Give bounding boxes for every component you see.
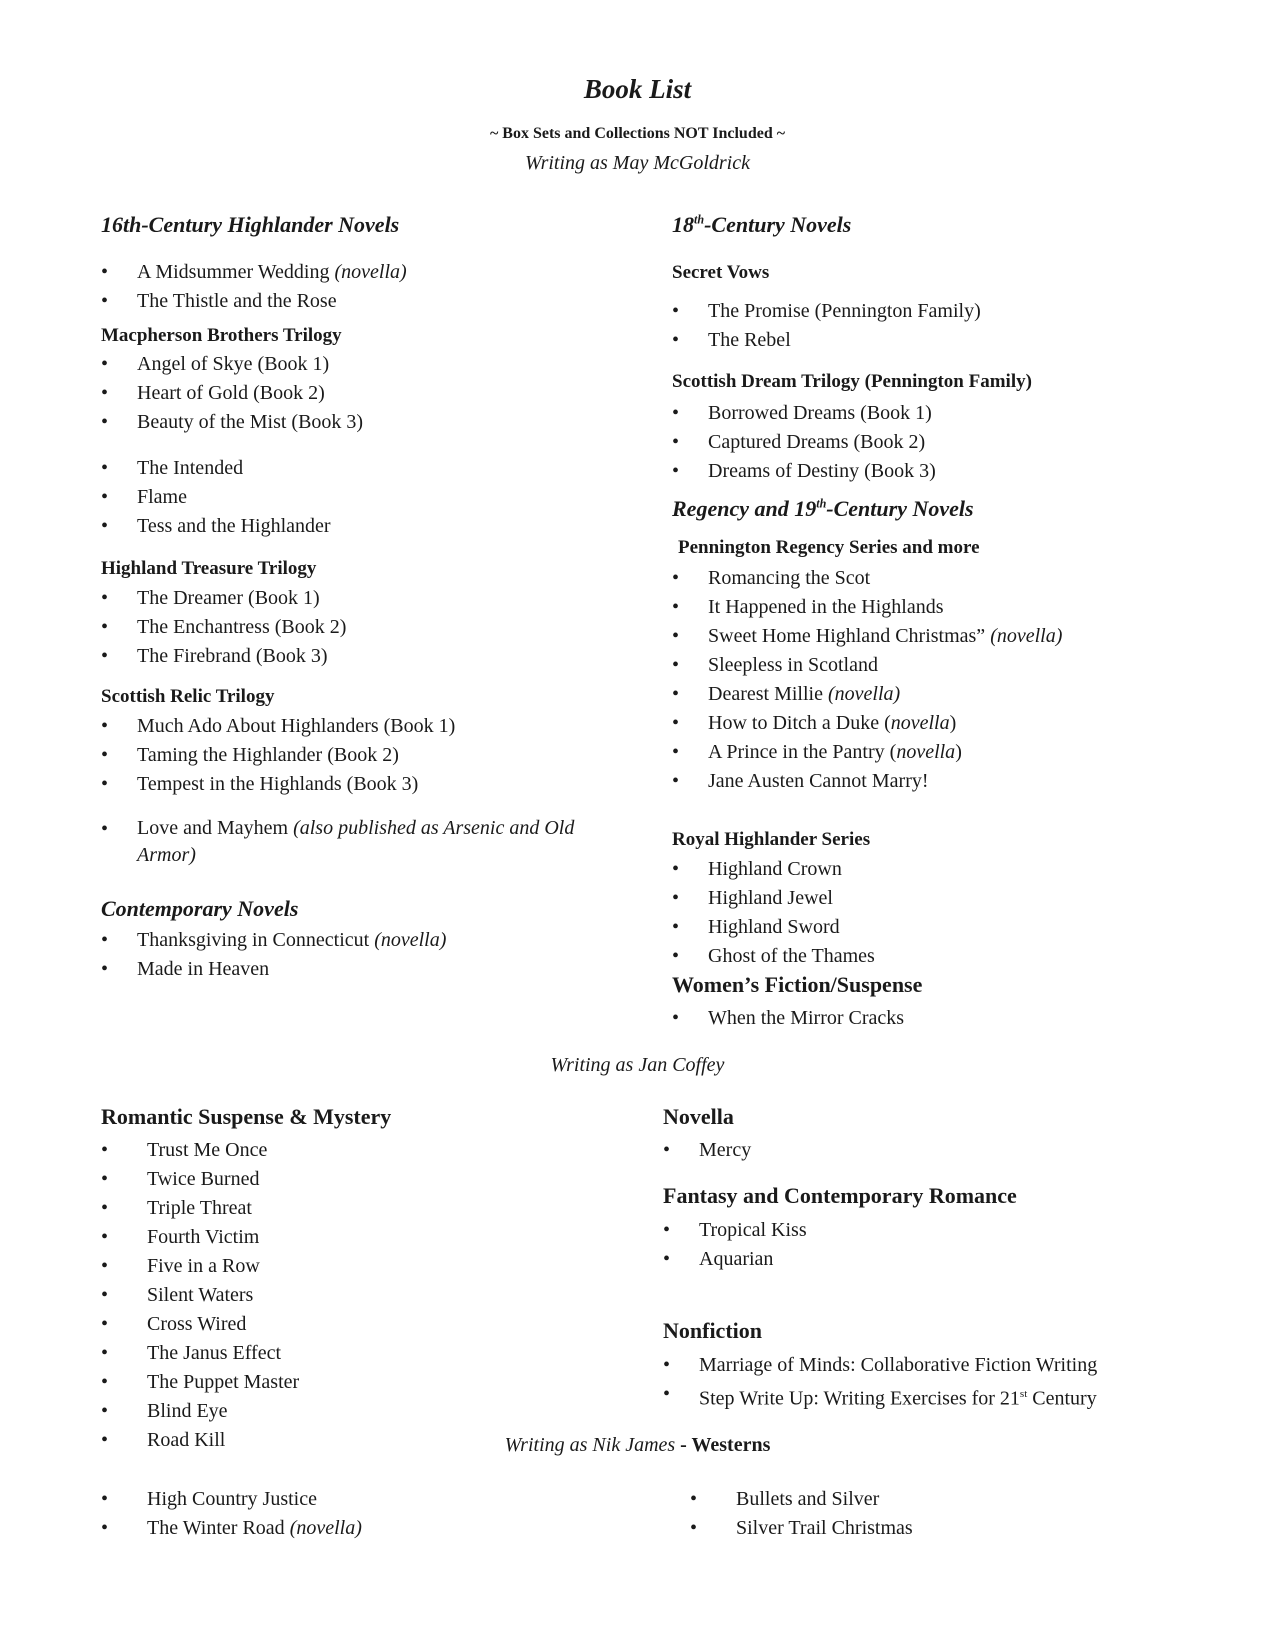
book-title: Five in a Row xyxy=(147,1255,260,1277)
heading-womens-fiction: Women’s Fiction/Suspense xyxy=(672,972,923,997)
list-item xyxy=(672,399,1252,428)
list-item xyxy=(101,955,591,984)
bullet-icon: • xyxy=(101,1226,109,1248)
book-title: Aquarian xyxy=(699,1248,774,1270)
book-title: Silent Waters xyxy=(147,1284,254,1306)
book-title: The Thistle and the Rose xyxy=(137,290,337,312)
list-item xyxy=(672,622,1252,651)
book-title: The Intended xyxy=(137,457,244,479)
bullet-icon: • xyxy=(690,1517,698,1539)
list-item xyxy=(101,584,591,613)
bullet-icon: • xyxy=(101,1429,109,1451)
book-title: Much Ado About Highlanders (Book 1) xyxy=(137,715,456,737)
separator: - xyxy=(675,1434,692,1456)
list-novella xyxy=(663,1136,1243,1165)
list-item xyxy=(101,613,591,642)
list-item xyxy=(672,767,1252,796)
heading-secret-vows: Secret Vows xyxy=(672,262,770,283)
list-item xyxy=(672,1004,1252,1033)
list-item xyxy=(101,287,591,316)
list-item xyxy=(672,855,1252,884)
book-title: Flame xyxy=(137,486,187,508)
bullet-icon: • xyxy=(672,329,680,351)
bullet-icon: • xyxy=(101,715,109,737)
heading-treasure: Highland Treasure Trilogy xyxy=(101,558,317,579)
bullet-icon: • xyxy=(101,515,109,537)
heading-royal-highlander: Royal Highlander Series xyxy=(672,829,871,850)
bullet-icon: • xyxy=(101,1197,109,1219)
book-title: The Dreamer (Book 1) xyxy=(137,587,320,609)
book-title: Beauty of the Mist (Book 3) xyxy=(137,411,364,433)
genre-label: Westerns xyxy=(691,1434,771,1456)
book-title: Romancing the Scot xyxy=(708,567,871,589)
list-item xyxy=(101,1310,621,1339)
bullet-icon: • xyxy=(672,916,680,938)
book-title: Bullets and Silver xyxy=(736,1488,880,1510)
list-westerns-left xyxy=(101,1485,621,1543)
title-part: Step Write Up: Writing Exercises for 21 xyxy=(699,1387,1020,1410)
list-item xyxy=(101,258,591,287)
bullet-icon: • xyxy=(672,858,680,880)
list-item xyxy=(672,593,1252,622)
list-item xyxy=(101,1194,621,1223)
bullet-icon: • xyxy=(101,744,109,766)
book-title: Angel of Skye (Book 1) xyxy=(137,353,330,375)
book-title: When the Mirror Cracks xyxy=(708,1007,905,1029)
list-item xyxy=(101,1339,621,1368)
bullet-icon: • xyxy=(101,1400,109,1422)
bullet-icon: • xyxy=(101,587,109,609)
heading-part: -Century Novels xyxy=(826,496,974,521)
pen-name-mcgoldrick: Writing as May McGoldrick xyxy=(525,152,750,174)
bullet-icon: • xyxy=(101,261,109,283)
book-note: (also published as Arsenic and Old Armor) xyxy=(137,817,575,866)
paren: ) xyxy=(955,741,962,763)
bullet-icon: • xyxy=(672,567,680,589)
list-item xyxy=(101,379,591,408)
heading-relic: Scottish Relic Trilogy xyxy=(101,686,275,707)
novella-note: (novella) xyxy=(334,261,407,283)
list-item xyxy=(663,1380,1253,1409)
book-title: Taming the Highlander (Book 2) xyxy=(137,744,399,766)
heading-macpherson: Macpherson Brothers Trilogy xyxy=(101,325,342,346)
bullet-icon: • xyxy=(101,290,109,312)
bullet-icon: • xyxy=(101,486,109,508)
novella-note: novella xyxy=(896,741,956,763)
book-title: Fourth Victim xyxy=(147,1226,260,1248)
bullet-icon: • xyxy=(101,1313,109,1335)
list-item xyxy=(101,512,591,541)
book-title: A Prince in the Pantry xyxy=(708,741,885,763)
list-item xyxy=(672,913,1252,942)
bullet-icon: • xyxy=(101,411,109,433)
list-item xyxy=(672,457,1252,486)
pen-name-nik-james xyxy=(0,1434,1275,1457)
book-title: Silver Trail Christmas xyxy=(736,1517,913,1539)
book-title: Ghost of the Thames xyxy=(708,945,875,967)
book-title: Trust Me Once xyxy=(147,1139,268,1161)
list-item xyxy=(672,942,1252,971)
list-womens-fiction xyxy=(672,1004,1252,1033)
heading-sup: th xyxy=(816,496,827,511)
list-item xyxy=(663,1136,1243,1165)
list-item xyxy=(101,1136,621,1165)
list-love-mayhem xyxy=(101,815,621,871)
book-title: Dreams of Destiny (Book 3) xyxy=(708,460,936,482)
book-title: Twice Burned xyxy=(147,1168,260,1190)
bullet-icon: • xyxy=(101,1342,109,1364)
book-title: A Midsummer Wedding xyxy=(137,261,330,283)
list-item xyxy=(663,1216,1243,1245)
paren: ( xyxy=(889,741,897,763)
title-sup: st xyxy=(1019,1388,1028,1400)
bullet-icon: • xyxy=(101,1284,109,1306)
heading-part: 18 xyxy=(672,212,694,237)
pen-name: Writing as Nik James xyxy=(504,1434,676,1456)
book-title: Captured Dreams (Book 2) xyxy=(708,431,926,453)
list-item xyxy=(690,1485,1210,1514)
list-dream-trilogy xyxy=(672,399,1252,486)
bullet-icon: • xyxy=(672,683,680,705)
bullet-icon: • xyxy=(101,929,109,951)
bullet-icon: • xyxy=(672,460,680,482)
list-item xyxy=(101,1397,621,1426)
heading-romantic-suspense: Romantic Suspense & Mystery xyxy=(101,1104,392,1129)
bullet-icon: • xyxy=(101,958,109,980)
list-secret-vows xyxy=(672,297,1252,355)
section-regency xyxy=(672,496,974,522)
bullet-icon: • xyxy=(672,741,680,763)
list-item xyxy=(672,651,1252,680)
book-title: The Winter Road xyxy=(147,1517,285,1539)
book-title: Cross Wired xyxy=(147,1313,247,1335)
bullet-icon: • xyxy=(101,1139,109,1161)
book-title: The Rebel xyxy=(708,329,791,351)
book-title: Jane Austen Cannot Marry! xyxy=(708,770,929,792)
novella-note: (novella) xyxy=(827,683,901,705)
book-title: Borrowed Dreams (Book 1) xyxy=(708,402,932,424)
bullet-icon: • xyxy=(672,1007,680,1029)
list-item xyxy=(101,926,591,955)
bullet-icon: • xyxy=(101,773,109,795)
list-item xyxy=(672,428,1252,457)
bullet-icon: • xyxy=(101,457,109,479)
book-title: Highland Crown xyxy=(708,858,842,880)
list-16th-century xyxy=(101,258,591,316)
book-title: Tropical Kiss xyxy=(699,1219,807,1241)
book-title: The Firebrand (Book 3) xyxy=(137,645,328,667)
list-item xyxy=(101,741,591,770)
section-contemporary: Contemporary Novels xyxy=(101,896,299,921)
paren: ) xyxy=(949,712,957,734)
bullet-icon: • xyxy=(101,1488,109,1510)
list-item xyxy=(101,770,591,799)
list-fantasy-romance xyxy=(663,1216,1243,1274)
list-item xyxy=(672,738,1252,767)
bullet-icon: • xyxy=(672,654,680,676)
book-title: Triple Threat xyxy=(147,1197,252,1219)
book-title: Highland Sword xyxy=(708,916,840,938)
book-title: The Promise (Pennington Family) xyxy=(708,300,981,322)
list-item xyxy=(101,408,591,437)
book-title xyxy=(699,1380,1097,1414)
book-title: Sweet Home Highland Christmas” xyxy=(708,625,986,647)
list-item xyxy=(101,454,591,483)
bullet-icon: • xyxy=(672,431,680,453)
book-title: The Puppet Master xyxy=(147,1371,300,1393)
list-royal-highlander xyxy=(672,855,1252,971)
list-relic xyxy=(101,712,591,799)
book-title: Love and Mayhem xyxy=(137,817,289,839)
book-title: High Country Justice xyxy=(147,1488,317,1510)
list-item xyxy=(672,680,1252,709)
heading-sup: th xyxy=(694,212,705,227)
novella-note: novella xyxy=(890,712,950,734)
list-westerns-right xyxy=(690,1485,1210,1543)
book-title: How to Ditch a Duke xyxy=(708,712,880,734)
book-title: Tess and the Highlander xyxy=(137,515,331,537)
bullet-icon: • xyxy=(672,770,680,792)
bullet-icon: • xyxy=(672,402,680,424)
book-title: Highland Jewel xyxy=(708,887,833,909)
list-item xyxy=(101,1281,621,1310)
book-title: Sleepless in Scotland xyxy=(708,654,878,676)
list-item xyxy=(101,1485,621,1514)
heading-nonfiction: Nonfiction xyxy=(663,1318,762,1343)
book-title: Made in Heaven xyxy=(137,958,270,980)
bullet-icon: • xyxy=(672,625,680,647)
list-romantic-suspense xyxy=(101,1136,621,1455)
book-title: Blind Eye xyxy=(147,1400,228,1422)
list-item xyxy=(690,1514,1210,1543)
list-standalone xyxy=(101,454,591,541)
bullet-icon: • xyxy=(663,1139,671,1161)
novella-note: (novella) xyxy=(990,625,1063,647)
bullet-icon: • xyxy=(672,596,680,618)
list-item xyxy=(672,564,1252,593)
book-title: Thanksgiving in Connecticut xyxy=(137,929,370,951)
list-item xyxy=(663,1351,1253,1380)
heading-novella: Novella xyxy=(663,1104,734,1129)
book-title: It Happened in the Highlands xyxy=(708,596,944,618)
book-title: The Janus Effect xyxy=(147,1342,282,1364)
bullet-icon: • xyxy=(101,818,109,840)
title-part: Century xyxy=(1027,1387,1097,1410)
list-nonfiction xyxy=(663,1351,1253,1409)
list-item xyxy=(101,815,621,871)
bullet-icon: • xyxy=(690,1488,698,1510)
bullet-icon: • xyxy=(101,382,109,404)
page-subtitle: ~ Box Sets and Collections NOT Included ~ xyxy=(489,125,786,142)
bullet-icon: • xyxy=(672,300,680,322)
novella-note: (novella) xyxy=(374,929,447,951)
bullet-icon: • xyxy=(663,1383,671,1405)
page-title: Book List xyxy=(583,74,692,104)
heading-part: Regency and 19 xyxy=(672,496,817,521)
heading-part: -Century Novels xyxy=(704,212,852,237)
list-contemporary xyxy=(101,926,591,984)
book-title: Tempest in the Highlands (Book 3) xyxy=(137,773,419,795)
book-title: The Enchantress (Book 2) xyxy=(137,616,347,638)
section-18th-century xyxy=(672,212,851,238)
novella-note: (novella) xyxy=(289,1517,362,1539)
bullet-icon: • xyxy=(101,645,109,667)
book-title: Heart of Gold (Book 2) xyxy=(137,382,325,404)
list-item xyxy=(672,326,1252,355)
bullet-icon: • xyxy=(672,945,680,967)
bullet-icon: • xyxy=(101,1168,109,1190)
bullet-icon: • xyxy=(101,353,109,375)
list-treasure xyxy=(101,584,591,671)
list-item xyxy=(101,1514,621,1543)
bullet-icon: • xyxy=(101,616,109,638)
list-item xyxy=(672,709,1252,738)
bullet-icon: • xyxy=(672,712,680,734)
bullet-icon: • xyxy=(663,1354,671,1376)
bullet-icon: • xyxy=(672,887,680,909)
list-item xyxy=(101,350,591,379)
list-pennington xyxy=(672,564,1252,796)
heading-dream-trilogy: Scottish Dream Trilogy (Pennington Family) xyxy=(672,371,1032,392)
list-item xyxy=(101,642,591,671)
bullet-icon: • xyxy=(101,1517,109,1539)
section-16th-century: 16th-Century Highlander Novels xyxy=(101,212,400,237)
book-title: Road Kill xyxy=(147,1429,226,1451)
bullet-icon: • xyxy=(663,1219,671,1241)
book-title: Dearest Millie xyxy=(708,683,823,705)
list-item xyxy=(101,712,591,741)
list-item xyxy=(663,1245,1243,1274)
list-item xyxy=(101,1252,621,1281)
heading-pennington: Pennington Regency Series and more xyxy=(678,537,980,558)
list-item xyxy=(672,884,1252,913)
list-item xyxy=(101,483,591,512)
list-macpherson xyxy=(101,350,591,437)
bullet-icon: • xyxy=(101,1371,109,1393)
paren: ( xyxy=(884,712,891,734)
list-item xyxy=(101,1165,621,1194)
list-item xyxy=(101,1368,621,1397)
heading-fantasy-romance: Fantasy and Contemporary Romance xyxy=(663,1183,1017,1208)
pen-name-coffey: Writing as Jan Coffey xyxy=(550,1054,725,1076)
book-title: Marriage of Minds: Collaborative Fiction Writing xyxy=(699,1354,1098,1376)
book-title: Mercy xyxy=(699,1139,752,1161)
bullet-icon: • xyxy=(663,1248,671,1270)
bullet-icon: • xyxy=(101,1255,109,1277)
list-item xyxy=(672,297,1252,326)
list-item xyxy=(101,1223,621,1252)
